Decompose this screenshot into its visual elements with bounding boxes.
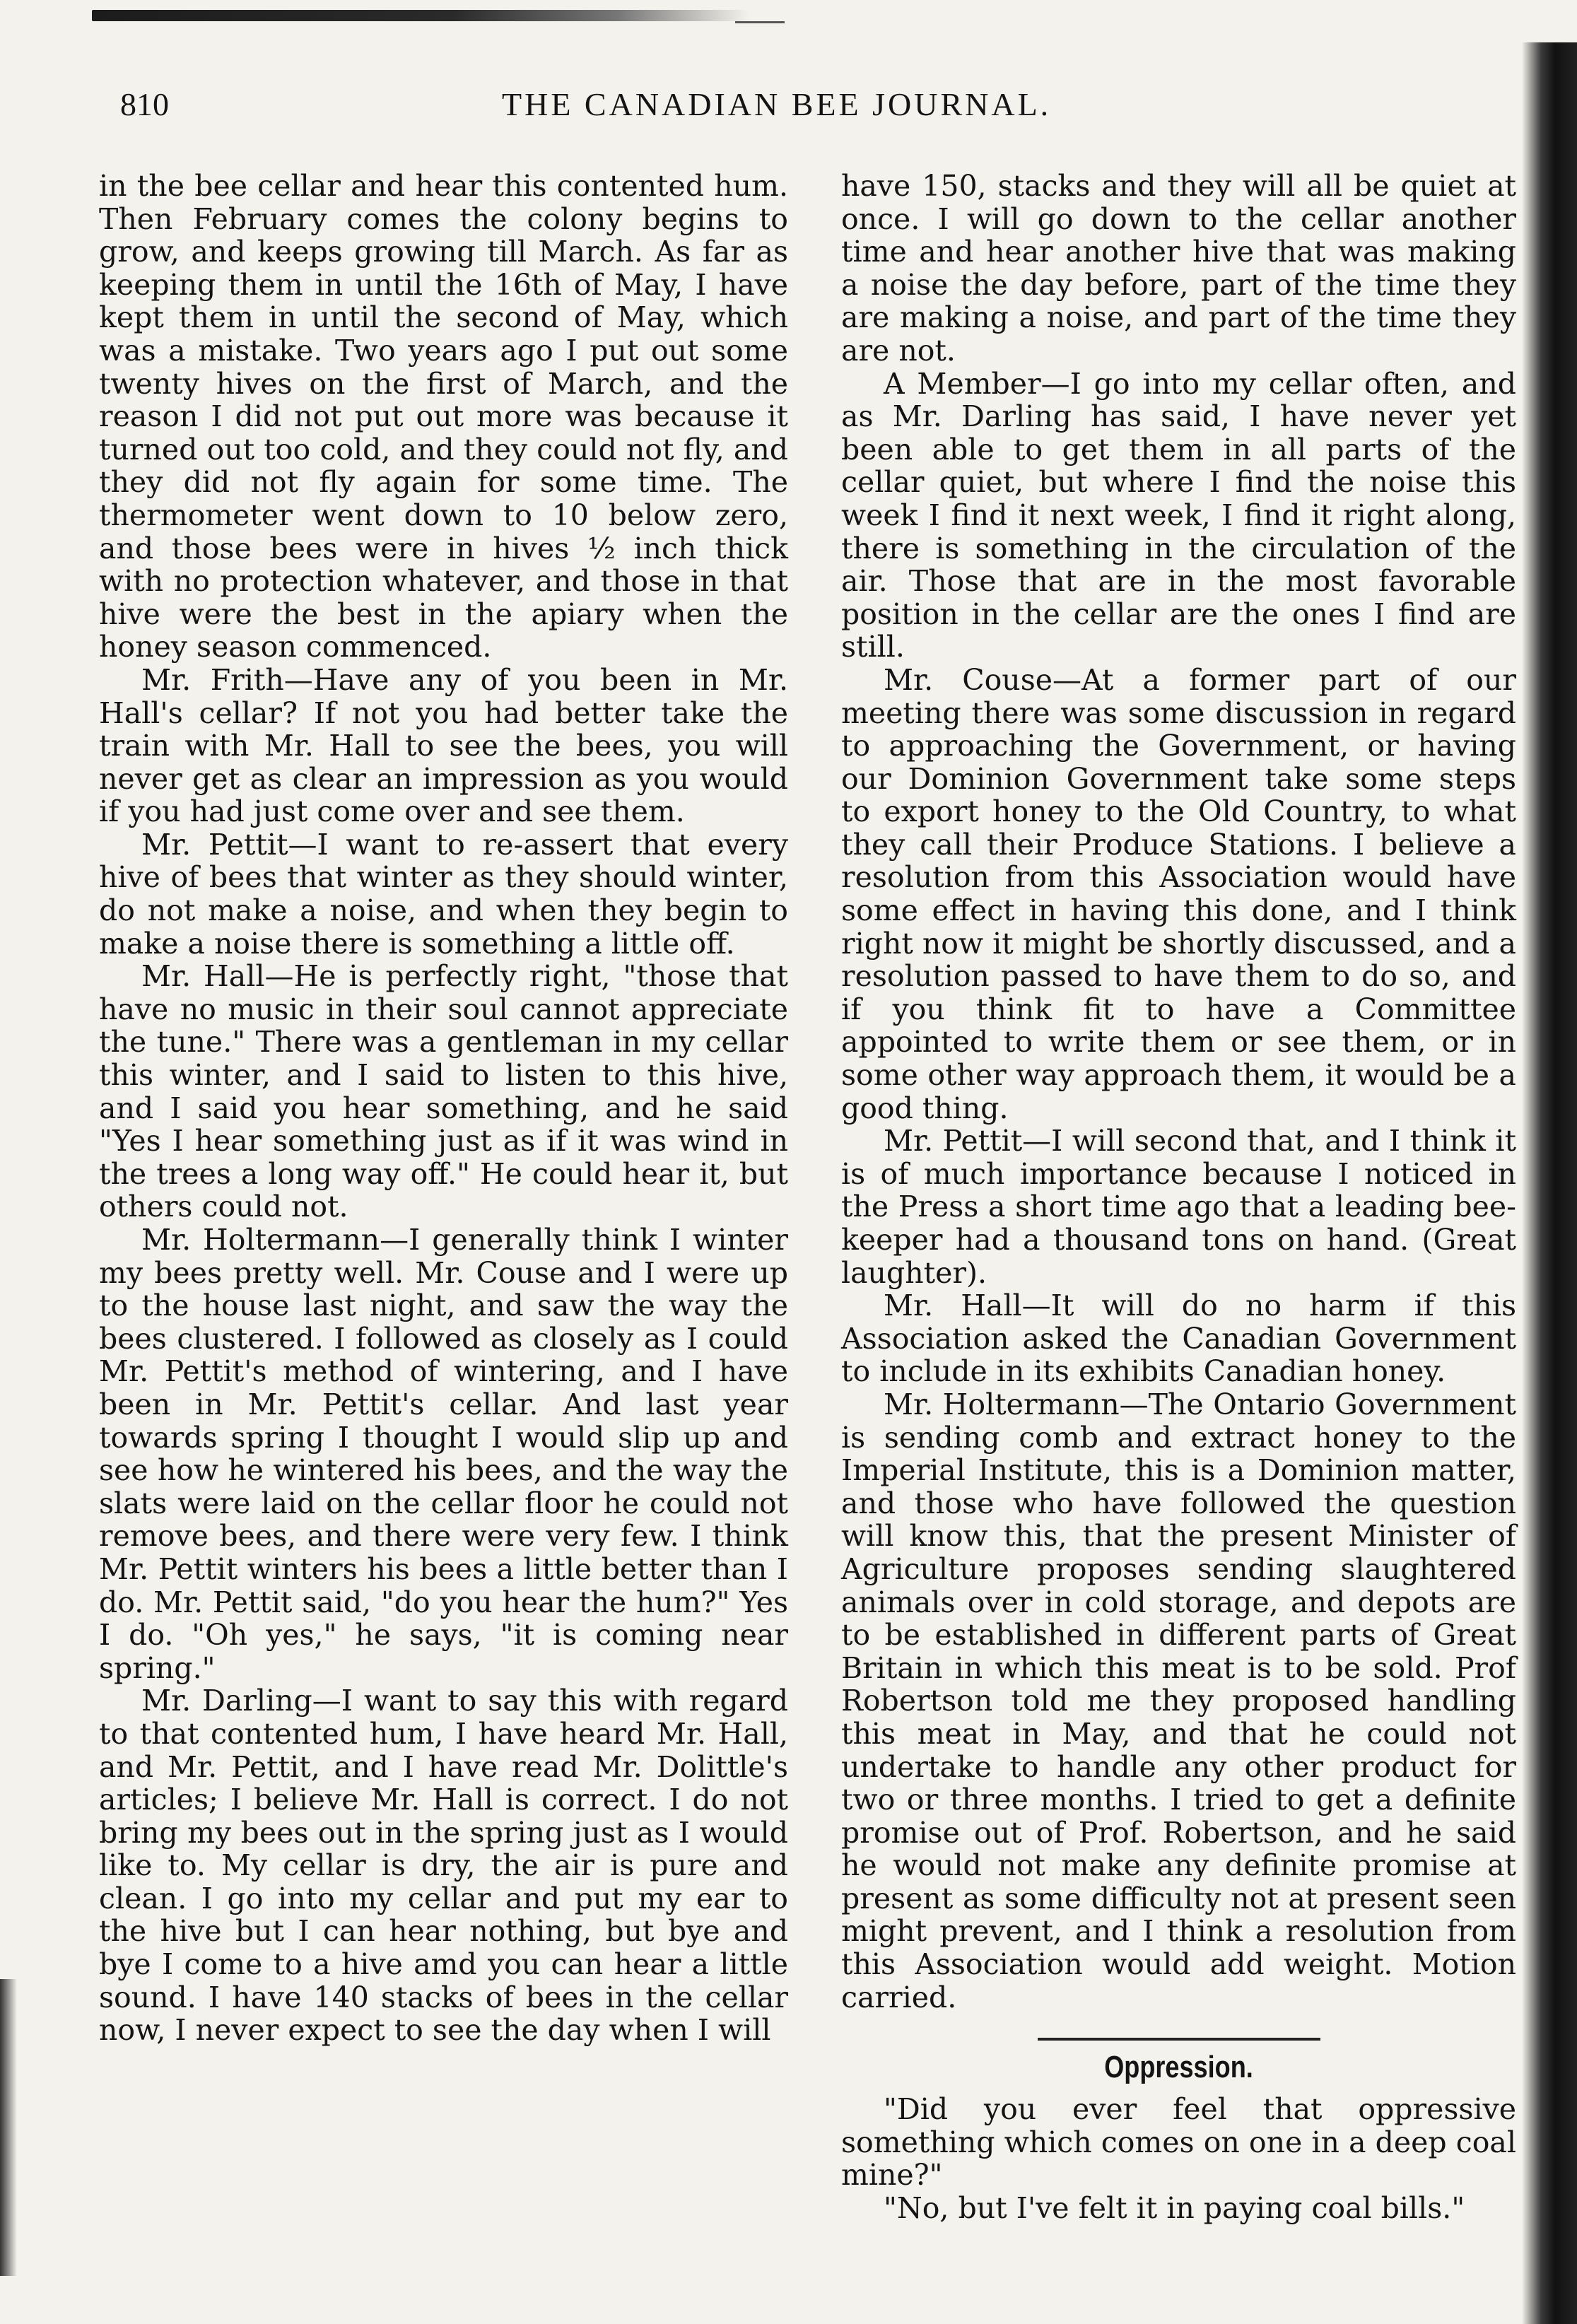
paragraph: Mr. Pettit—I will second that, and I think it is of much importance because I noticed in the Press a short time ago that a leading bee-keeper had a thousand tons on hand. (Great laughter). (841, 1124, 1516, 1290)
paragraph: A Member—I go into my cellar often, and as Mr. Darling has said, I have never yet been able to get them in all parts of the cellar quiet, but where I find the noise this week I find it next week, I find it right along, there is something in the circulation of the air. Those that are in the most favorable position in the cellar are the ones I find are still. (841, 366, 1516, 664)
left-edge-mark (0, 1979, 17, 2276)
paragraph: Mr. Hall—He is perfectly right, "those that have no music in their soul cannot appreciate the tune." There was a gentleman in my cellar this winter, and I said to listen to this hive, and I said you hear something, and he said "Yes I hear something just as if it was wind in the trees a long way off." He could hear it, but others could not. (99, 959, 788, 1224)
section-title-oppression: Oppression. (1104, 2050, 1253, 2085)
top-thin-rule (735, 21, 785, 23)
left-column (99, 170, 788, 2047)
section-divider (1038, 2038, 1320, 2041)
paragraph: "Did you ever feel that oppressive something which comes on one in a deep coal mine?" (841, 2092, 1516, 2193)
journal-title: THE CANADIAN BEE JOURNAL. (502, 86, 1052, 122)
page-edge-shadow (1522, 42, 1577, 2324)
page-header (120, 83, 1491, 140)
paragraph: "No, but I've felt it in paying coal bills." (884, 2191, 1465, 2226)
paragraph: Mr. Holtermann—The Ontario Government is sending comb and extract honey to the Imperial Institute, this is a Dominion matter, and those who have followed the question will know this, that the present Minister of Agriculture proposes sending slaughtered animals over in cold storage, and depots are to be established in different parts of Great Britain in which this meat is to be sold. Prof Robertson told me they proposed handling this meat in May, and that he could not undertake to handle any other product for two or three months. I tried to get a definite promise out of Prof. Robertson, and he said he would not make any definite promise at present as some difficulty not at present seen might prevent, and I think a resolution from this Association would add weight. Motion carried. (841, 1387, 1516, 2014)
paragraph: Mr. Holtermann—I generally think I winter my bees pretty well. Mr. Couse and I were up to the house last night, and saw the way the bees clustered. I followed as closely as I could Mr. Pettit's method of wintering, and I have been in Mr. Pettit's cellar. And last year towards spring I thought I would slip up and see how he wintered his bees, and the way the slats were laid on the cellar floor he could not remove bees, and there were very few. I think Mr. Pettit winters his bees a little better than I do. Mr. Pettit said, "do you hear the hum?" Yes I do. "Oh yes," he says, "it is coming near spring." (99, 1223, 788, 1685)
paragraph: Mr. Frith—Have any of you been in Mr. Hall's cellar? If not you had better take the train with Mr. Hall to see the bees, you will never get as clear an impression as you would if you had just come over and see them. (99, 662, 788, 829)
paragraph: in the bee cellar and hear this contented hum. Then February comes the colony begins to grow, and keeps growing till March. As far as keeping them in until the 16th of May, I have kept them in until the second of May, which was a mistake. Two years ago I put out some twenty hives on the first of March, and the reason I did not put out more was because it turned out too cold, and they could not fly, and they did not fly again for some time. The thermometer went down to 10 below zero, and those bees were in hives ½ inch thick with no protection whatever, and those in that hive were the best in the apiary when the honey season commenced. (99, 169, 788, 664)
paragraph: Mr. Couse—At a former part of our meeting there was some discussion in regard to approaching the Government, or having our Dominion Government take some steps to export honey to the Old Country, to what they call their Produce Stations. I believe a resolution from this Association would have some effect in having this done, and I think right now it might be shortly discussed, and a resolution passed to have them to do so, and if you think fit to have a Committee appointed to write them or see them, or in some other way approach them, it would be a good thing. (841, 662, 1516, 1125)
page-number: 810 (120, 86, 169, 122)
paragraph: Mr. Hall—It will do no harm if this Association asked the Canadian Government to include in its exhibits Canadian honey. (841, 1289, 1516, 1389)
right-column (841, 170, 1516, 2225)
paragraph: have 150, stacks and they will all be quiet at once. I will go down to the cellar another time and hear another hive that was making a noise the day before, part of the time they are making a noise, and part of the time they are not. (841, 169, 1516, 368)
paragraph: Mr. Pettit—I want to re-assert that every hive of bees that winter as they should winter, do not make a noise, and when they begin to make a noise there is something a little off. (99, 827, 788, 961)
top-decorative-rule (92, 10, 749, 21)
paragraph: Mr. Darling—I want to say this with regard to that contented hum, I have heard Mr. Hall, and Mr. Pettit, and I have read Mr. Dolittle's articles; I believe Mr. Hall is correct. I do not bring my bees out in the spring just as I would like to. My cellar is dry, the air is pure and clean. I go into my cellar and put my ear to the hive but I can hear nothing, but bye and bye I come to a hive amd you can hear a little sound. I have 140 stacks of bees in the cellar now, I never expect to see the day when I will (99, 1684, 788, 2048)
